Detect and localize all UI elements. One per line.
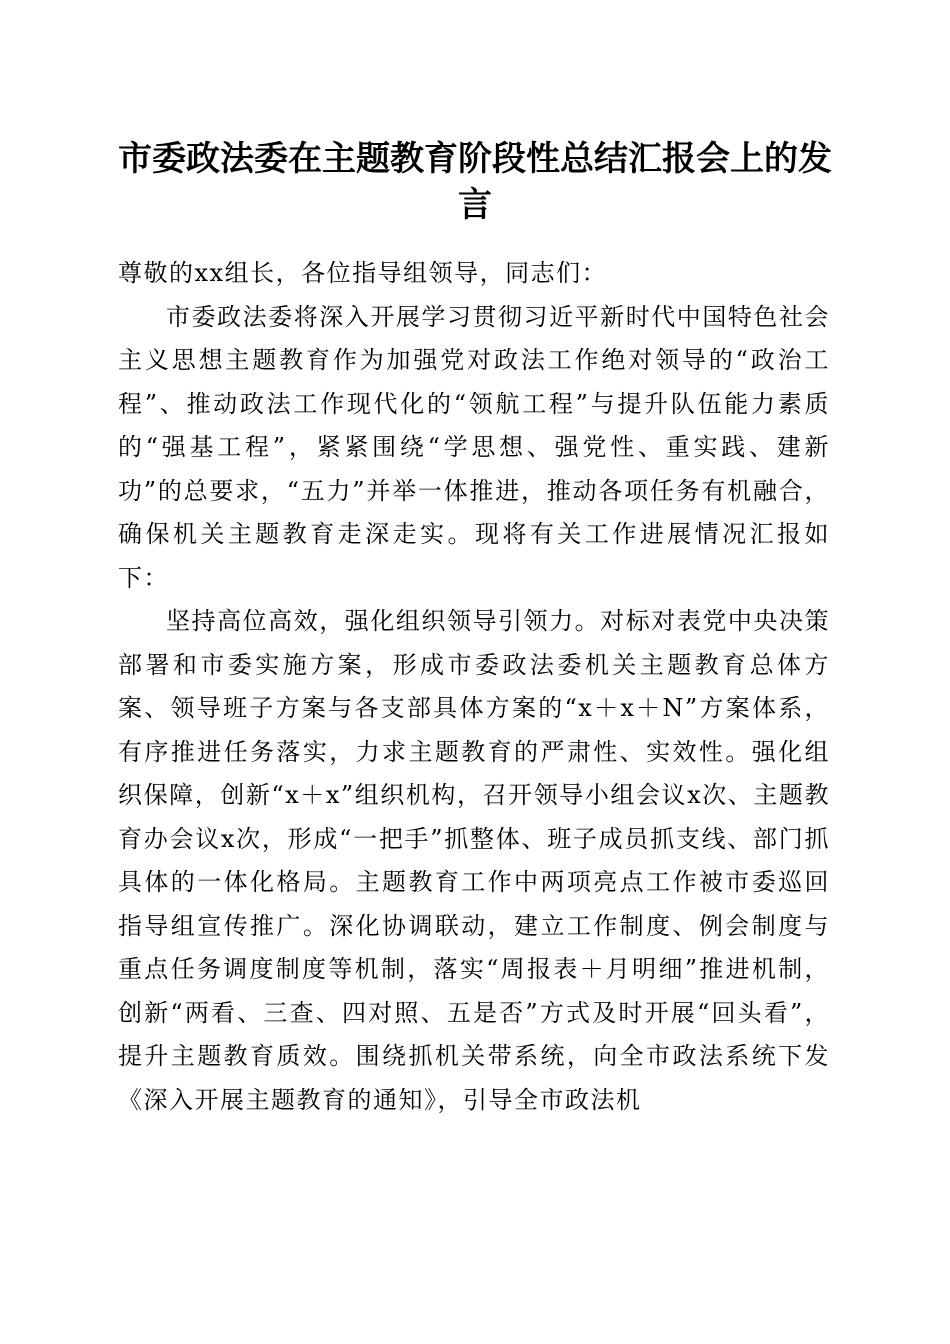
document-body	[118, 252, 830, 1122]
paragraph-organization: 坚持高位高效，强化组织领导引领力。对标对表党中央决策部署和市委实施方案，形成市委政法委机关主题教育总体方案、领导班子方案与各支部具体方案的“x＋x＋N”方案体系，有序推进任务落实，力求主题教育的严肃性、实效性。强化组织保障，创新“x＋x”组织机构，召开领导小组会议x次、主题教育办会议x次，形成“一把手”抓整体、班子成员抓支线、部门抓具体的一体化格局。主题教育工作中两项亮点工作被市委巡回指导组宣传推广。深化协调联动，建立工作制度、例会制度与重点任务调度制度等机制，落实“周报表＋月明细”推进机制，创新“两看、三查、四对照、五是否”方式及时开展“回头看”，提升主题教育质效。围绕抓机关带系统，向全市政法系统下发《深入开展主题教育的通知》，引导全市政法机	[118, 607, 830, 1114]
paragraph-intro: 市委政法委将深入开展学习贯彻习近平新时代中国特色社会主义思想主题教育作为加强党对政法工作绝对领导的“政治工程”、推动政法工作现代化的“领航工程”与提升队伍能力素质的“强基工程”，紧紧围绕“学思想、强党性、重实践、建新功”的总要求，“五力”并举一体推进，推动各项任务有机融合，确保机关主题教育走深走实。现将有关工作进展情况汇报如下：	[118, 302, 830, 592]
document-title: 市委政法委在主题教育阶段性总结汇报会上的发言	[118, 139, 832, 225]
salutation: 尊敬的xx组长，各位指导组领导，同志们：	[118, 259, 608, 287]
